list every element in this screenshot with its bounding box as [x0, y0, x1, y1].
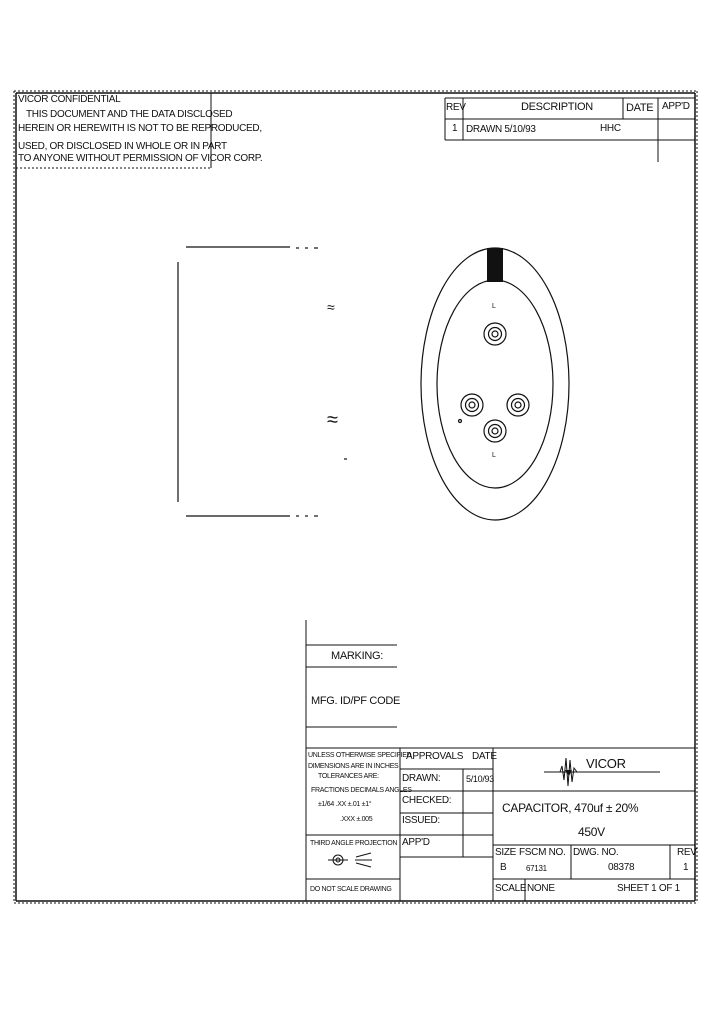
pin-label-bottom: L	[492, 452, 496, 459]
issued-label: ISSUED:	[402, 815, 440, 826]
confidential-line-1: THIS DOCUMENT AND THE DATA DISCLOSED	[26, 109, 233, 120]
marking-value: MFG. ID/PF CODE	[311, 695, 401, 707]
drawn-date: 5/10/93	[466, 774, 494, 784]
revision-row-rev: 1	[452, 123, 458, 134]
revision-row-description: DRAWN 5/10/93	[466, 124, 536, 135]
pin-label-top: L	[492, 303, 496, 310]
marking-block-lines	[306, 620, 397, 901]
size-value: B	[500, 862, 507, 873]
third-angle-projection-symbol	[328, 853, 372, 867]
tolerance-line-2: DIMENSIONS ARE IN INCHES	[308, 763, 399, 770]
fscm-value: 67131	[526, 864, 547, 873]
terminal-left	[461, 394, 483, 416]
title-block-lines	[306, 748, 695, 901]
approvals-date-header: DATE	[472, 751, 497, 762]
fscm-label: FSCM NO.	[519, 847, 566, 858]
polarity-band	[487, 248, 503, 282]
sheet-number: SHEET 1 OF 1	[617, 883, 680, 894]
date-header: DATE	[626, 102, 654, 114]
dwg-label: DWG. NO.	[573, 847, 619, 858]
company-name: VICOR	[586, 756, 626, 771]
terminal-top	[484, 323, 506, 345]
rev-header: REV	[446, 102, 466, 113]
capacitor-end-view	[421, 248, 569, 520]
scale-value: NONE	[527, 883, 555, 894]
tolerance-row-1: ±1/64 .XX ±.01 ±1°	[318, 801, 372, 808]
terminal-center	[484, 420, 506, 442]
break-mark-bottom: ≈	[327, 409, 338, 431]
appd-label: APP'D	[402, 837, 430, 848]
rev-value: 1	[683, 862, 689, 873]
tolerance-line-3: TOLERANCES ARE:	[318, 773, 379, 780]
part-title-line-1: CAPACITOR, 470uf ± 20%	[502, 801, 639, 815]
revision-row-date: HHC	[600, 123, 621, 134]
tolerance-row-2: .XXX ±.005	[340, 816, 373, 823]
tolerance-line-1: UNLESS OTHERWISE SPECIFIED	[308, 752, 412, 759]
drawn-label: DRAWN:	[402, 773, 441, 784]
capacitor-side-view	[178, 247, 347, 516]
rev-label: REV	[677, 847, 697, 858]
dwg-value: 08378	[608, 862, 635, 873]
break-mark-top: ≈	[327, 299, 335, 315]
do-not-scale-note: DO NOT SCALE DRAWING	[310, 886, 392, 893]
confidential-heading: VICOR CONFIDENTIAL	[18, 94, 121, 105]
scale-label: SCALE	[495, 883, 527, 894]
part-title-line-2: 450V	[578, 825, 605, 839]
confidential-line-2: HEREIN OR HEREWITH IS NOT TO BE REPRODUCED,	[18, 123, 262, 134]
projection-label: THIRD ANGLE PROJECTION	[310, 840, 398, 847]
description-header: DESCRIPTION	[521, 101, 593, 113]
appd-header: APP'D	[662, 101, 690, 112]
tolerance-header: FRACTIONS DECIMALS ANGLES	[311, 787, 412, 794]
terminal-right	[507, 394, 529, 416]
approvals-header: APPROVALS	[406, 751, 464, 762]
sheet-border	[14, 91, 697, 903]
confidential-line-3: USED, OR DISCLOSED IN WHOLE OR IN PART	[18, 141, 227, 152]
confidential-line-4: TO ANYONE WITHOUT PERMISSION OF VICOR CORP.	[18, 153, 263, 164]
checked-label: CHECKED:	[402, 795, 452, 806]
marking-title: MARKING:	[331, 650, 383, 662]
size-label: SIZE	[495, 847, 517, 858]
